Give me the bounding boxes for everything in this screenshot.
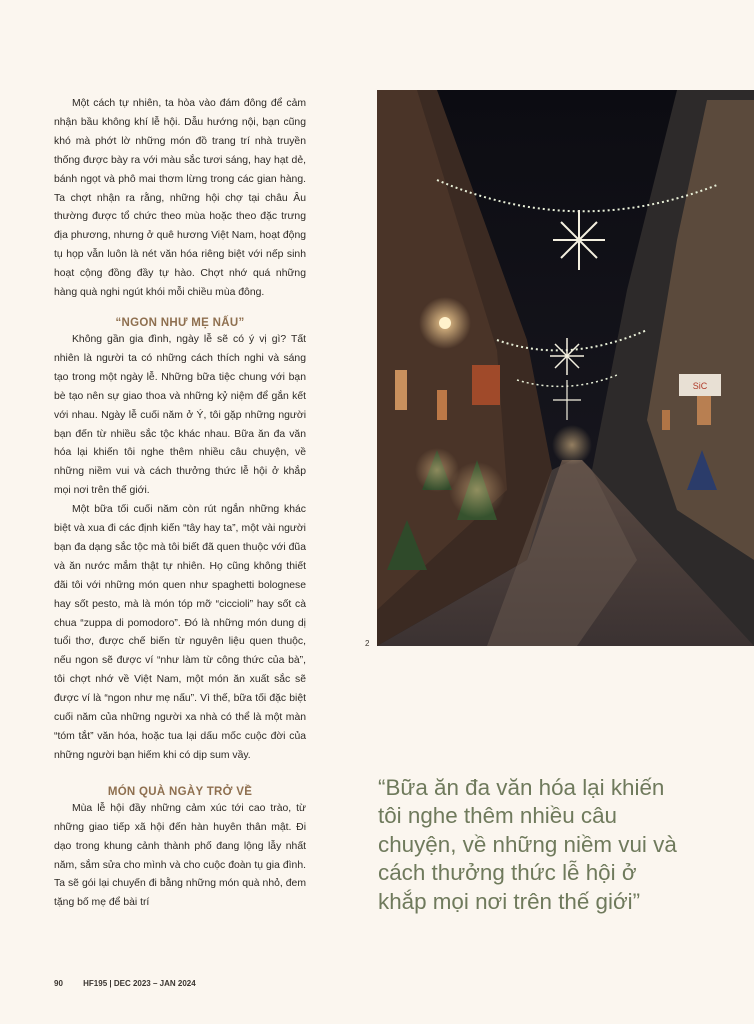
photo-illustration [377,90,754,646]
photo-caption-number: 2 [365,639,370,648]
street-christmas-photo [377,90,754,646]
page-footer [54,979,196,988]
section2-paragraph-1: Mùa lễ hội đầy những cảm xúc tới cao trào, từ những giao tiếp xã hội đến hàn huyên thân mật. Đi dạo trong khung cảnh thành phố đang lộng lẫy nhất năm, sắm sửa cho mình và cho cuộc đoàn tụ gia đình. Ta sẽ gói lại chuyến đi bằng những món quà nhỏ, đem tặng bố mẹ để bài trí [54,802,306,909]
intro-paragraph: Một cách tự nhiên, ta hòa vào đám đông để cảm nhận bầu không khí lễ hội. Dẫu hướng nội, bạn cũng khó mà phớt lờ những món đồ trang trí nhà truyền thống được bày ra với màu sắc tươi sáng, hay hạt dẻ, bánh ngọt và phô mai thơm lừng trong các gian hàng. Ta chợt nhận ra rằng, những hội chợ tại châu Âu thường được tổ chức theo mùa hoặc theo đặc trưng địa phương, nhưng ở quê hương Việt Nam, hoạt động tụ họp vẫn luôn là nét văn hóa riêng biệt với nếp sinh hoạt cộng đồng đầy tự hào. Chợt nhớ quá những hàng quà nghi ngút khói mỗi chiều mùa đông. [54,98,306,299]
section-heading-ngon-nhu-me-nau: “NGON NHƯ MẸ NẤU” [115,316,245,329]
section-heading-mon-qua: MÓN QUÀ NGÀY TRỞ VỀ [107,785,253,798]
shop-sign-text: SiC [692,381,708,391]
pull-quote: “Bữa ăn đa văn hóa lại khiến tôi nghe thêm nhiều câu chuyện, về những niềm vui và cách thưởng thức lễ hội ở khắp mọi nơi trên thế giới” [378,775,677,914]
issue-label: HF195 | DEC 2023 – JAN 2024 [83,979,196,988]
page-number: 90 [54,979,63,988]
article-column [54,95,306,913]
section1-paragraph-2: Một bữa tối cuối năm còn rút ngắn những khác biệt và xua đi các định kiến “tây hay ta”, một vài người bạn đa dạng sắc tộc mà tôi biết đã quen thuộc với đũa và ăn nước mắm thật tự nhiên. Họ cũng không thiết đãi tôi với những món quen như spaghetti bolognese hay sốt pesto, mà là món tóp mỡ “ciccioli” hay sốt cà chua “zuppa di pomodoro”. Đó là những món dung dị tuổi thơ, được chế biến từ nguyên liệu quen thuộc, nếu ngon sẽ được ví “như làm từ công thức của bà”, tôi chợt nhớ về Việt Nam, một món ăn xuất sắc sẽ được ví là “ngon như mẹ nấu”. Vì thế, bữa tối đặc biệt cuối năm của những người xa nhà có thể là một màn “tóm tắt” văn hóa, hoặc tua lại dấu mốc cuộc đời của những người bạn hiếm khi có dịp sum vầy. [54,504,306,761]
section1-paragraph-1: Không gần gia đình, ngày lễ sẽ có ý vị gì? Tất nhiên là người ta có những cách thích nghi và sáng tạo trong một ngày lễ. Những bữa tiệc chung với bạn bè tạo nên sự giao thoa và những kỷ niệm để gắn kết với nhau. Ngày lễ cuối năm ở Ý, tôi gặp những người bạn đến từ nhiều sắc tộc khác nhau. Bữa ăn đa văn hóa lại khiến tôi nghe thêm nhiều câu chuyện, về những niềm vui và cách thưởng thức lễ hội ở khắp mọi nơi trên thế giới. [54,333,306,497]
